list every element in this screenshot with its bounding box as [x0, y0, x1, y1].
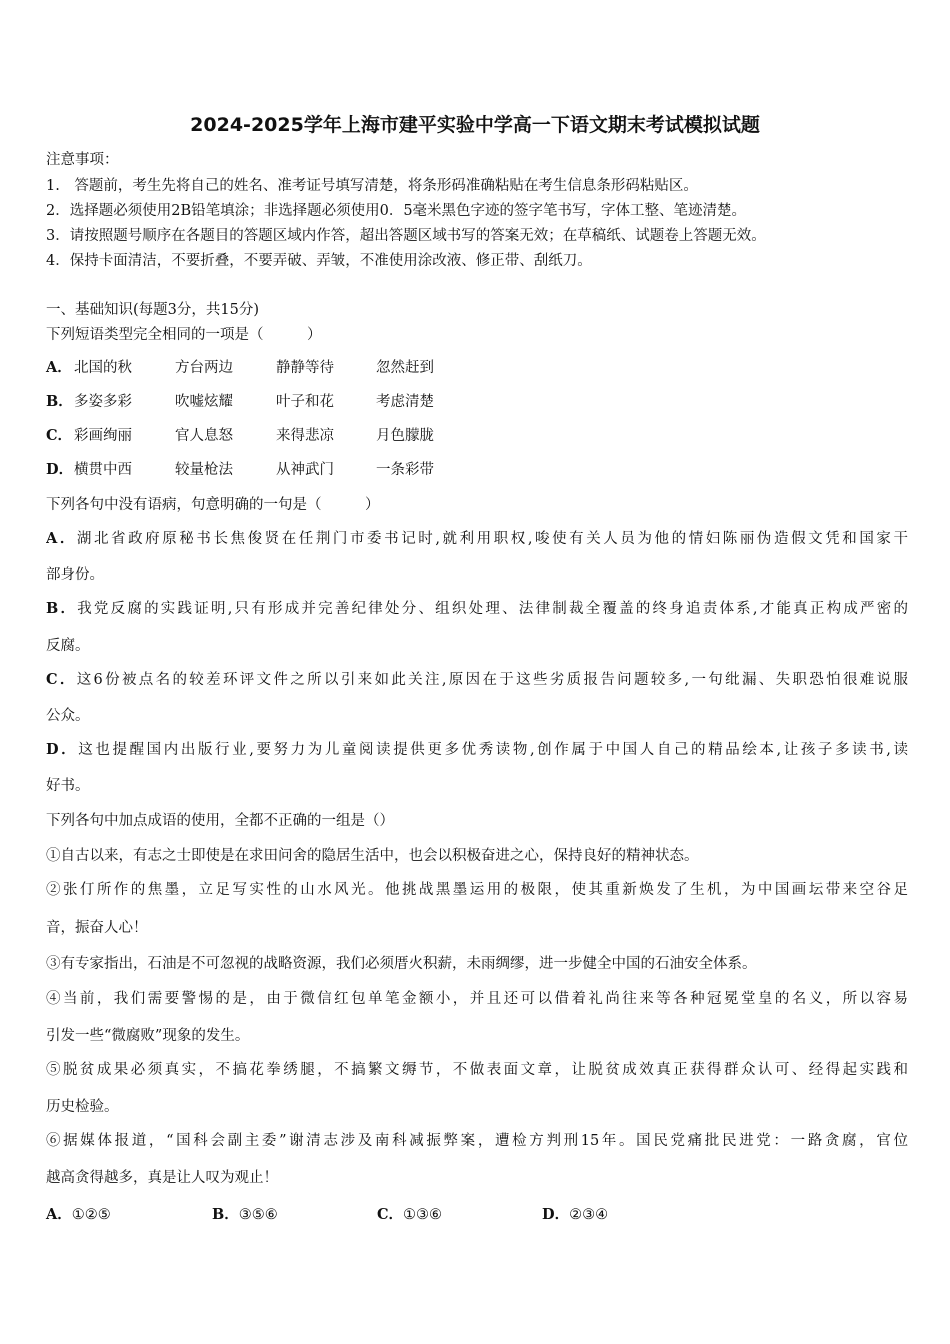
- notice-heading: 注意事项：: [46, 152, 119, 168]
- option-text: 我党反腐的实践证明,只有形成并完善纪律处分、组织处理、法律制裁全覆盖的终身追责体系,才能真正构成严密的: [77, 601, 908, 617]
- q2-option-c: [46, 670, 908, 690]
- phrase: 静静等待: [276, 360, 334, 376]
- option-text: 这也提醒国内出版行业,要努力为儿童阅读提供更多优秀读物,创作属于中国人自己的精品绘本,让孩子多读书,读: [78, 742, 908, 758]
- q2-option-b: [46, 599, 908, 619]
- phrase: 从神武门: [276, 462, 334, 478]
- q3-stem: 下列各句中加点成语的使用，全都不正确的一组是（）: [46, 813, 394, 829]
- q3-option-d: [542, 1205, 608, 1225]
- q3-sentence-2-cont: 音，振奋人心！: [46, 920, 148, 936]
- option-label: A．: [46, 530, 77, 547]
- q3-sentence-1: ①自古以来，有志之士即使是在求田问舍的隐居生活中，也会以积极奋进之心，保持良好的精神状态。: [46, 848, 699, 864]
- section-heading: 一、基础知识(每题3分，共15分): [46, 302, 259, 318]
- q3-sentence-5-cont: 历史检验。: [46, 1099, 119, 1115]
- phrase: 北国的秋: [74, 360, 132, 376]
- option-label: B．: [46, 600, 78, 617]
- q2-option-a-cont: 部身份。: [46, 567, 104, 583]
- phrase: 一条彩带: [376, 462, 434, 478]
- q2-stem: 下列各句中没有语病，句意明确的一句是（ ）: [46, 497, 380, 513]
- phrase: 横贯中西: [74, 462, 132, 478]
- notice-item-3: 3．请按照题号顺序在各题目的答题区域内作答，超出答题区域书写的答案无效；在草稿纸、试题卷上答题无效。: [46, 228, 766, 244]
- option-label: D．: [46, 741, 79, 758]
- option-label: C．: [377, 1206, 404, 1223]
- phrase: 考虑清楚: [376, 394, 434, 410]
- option-label: D．: [46, 461, 74, 478]
- option-text: 这6份被点名的较差环评文件之所以引来如此关注,原因在于这些劣质报告问题较多,一句纰漏、失职恐怕很难说服: [76, 672, 908, 688]
- phrase: 多姿多彩: [74, 394, 132, 410]
- phrase: 官人息怒: [175, 428, 233, 444]
- q1-stem: 下列短语类型完全相同的一项是（ ）: [46, 327, 322, 343]
- option-label: A．: [46, 359, 72, 376]
- q2-option-d-cont: 好书。: [46, 778, 90, 794]
- phrase: 吹嘘炫耀: [175, 394, 233, 410]
- q2-option-d: [46, 740, 908, 760]
- phrase: 来得悲凉: [276, 428, 334, 444]
- option-label: C．: [46, 427, 73, 444]
- q3-sentence-4: ④当前，我们需要警惕的是，由于微信红包单笔金额小，并且还可以借着礼尚往来等各种冠冕堂皇的名义，所以容易: [46, 991, 908, 1007]
- option-text: ③⑤⑥: [238, 1207, 278, 1223]
- phrase: 月色朦胧: [376, 428, 434, 444]
- phrase: 叶子和花: [276, 394, 334, 410]
- phrase: 较量枪法: [175, 462, 233, 478]
- q3-sentence-5: ⑤脱贫成果必须真实，不搞花拳绣腿，不搞繁文缛节，不做表面文章，让脱贫成效真正获得群众认可、经得起实践和: [46, 1062, 908, 1078]
- q3-sentence-3: ③有专家指出，石油是不可忽视的战略资源，我们必须厝火积薪，未雨绸缪，进一步健全中国的石油安全体系。: [46, 956, 757, 972]
- q3-sentence-4-cont: 引发一些“微腐败”现象的发生。: [46, 1028, 250, 1044]
- option-text: ①②⑤: [71, 1207, 111, 1223]
- notice-item-4: 4．保持卡面清洁，不要折叠，不要弄破、弄皱，不准使用涂改液、修正带、刮纸刀。: [46, 253, 592, 269]
- notice-item-2: 2．选择题必须使用2B铅笔填涂；非选择题必须使用0．5毫米黑色字迹的签字笔书写，字体工整、笔迹清楚。: [46, 203, 747, 219]
- q2-option-c-cont: 公众。: [46, 708, 90, 724]
- option-text: ①③⑥: [403, 1207, 443, 1223]
- option-label: C．: [46, 671, 77, 688]
- phrase: 彩画绚丽: [74, 428, 132, 444]
- option-text: ②③④: [569, 1207, 609, 1223]
- q3-option-c: [377, 1205, 442, 1225]
- q3-sentence-6: ⑥据媒体报道，“国科会副主委”谢清志涉及南科减振弊案，遭检方判刑15年。国民党痛批民进党：一路贪腐，官位: [46, 1133, 908, 1149]
- phrase: 方台两边: [175, 360, 233, 376]
- q2-option-a: [46, 529, 908, 549]
- option-label: D．: [542, 1206, 570, 1223]
- q3-sentence-6-cont: 越高贪得越多，真是让人叹为观止！: [46, 1170, 278, 1186]
- phrase: 忽然赶到: [376, 360, 434, 376]
- option-label: B．: [212, 1206, 239, 1223]
- q3-sentence-2: ②张仃所作的焦墨，立足写实性的山水风光。他挑战黑墨运用的极限，使其重新焕发了生机，为中国画坛带来空谷足: [46, 882, 908, 898]
- option-text: 湖北省政府原秘书长焦俊贤在任荆门市委书记时,就利用职权,唆使有关人员为他的情妇陈丽伪造假文凭和国家干: [76, 531, 908, 547]
- q3-option-b: [212, 1205, 278, 1225]
- q2-option-b-cont: 反腐。: [46, 638, 90, 654]
- option-label: B．: [46, 393, 73, 410]
- notice-item-1: 1. 答题前，考生先将自己的姓名、准考证号填写清楚，将条形码准确粘贴在考生信息条形码粘贴区。: [46, 178, 698, 194]
- option-label: A．: [46, 1206, 72, 1223]
- page-title: 2024-2025学年上海市建平实验中学高一下语文期末考试模拟试题: [190, 114, 760, 136]
- q3-option-a: [46, 1205, 111, 1225]
